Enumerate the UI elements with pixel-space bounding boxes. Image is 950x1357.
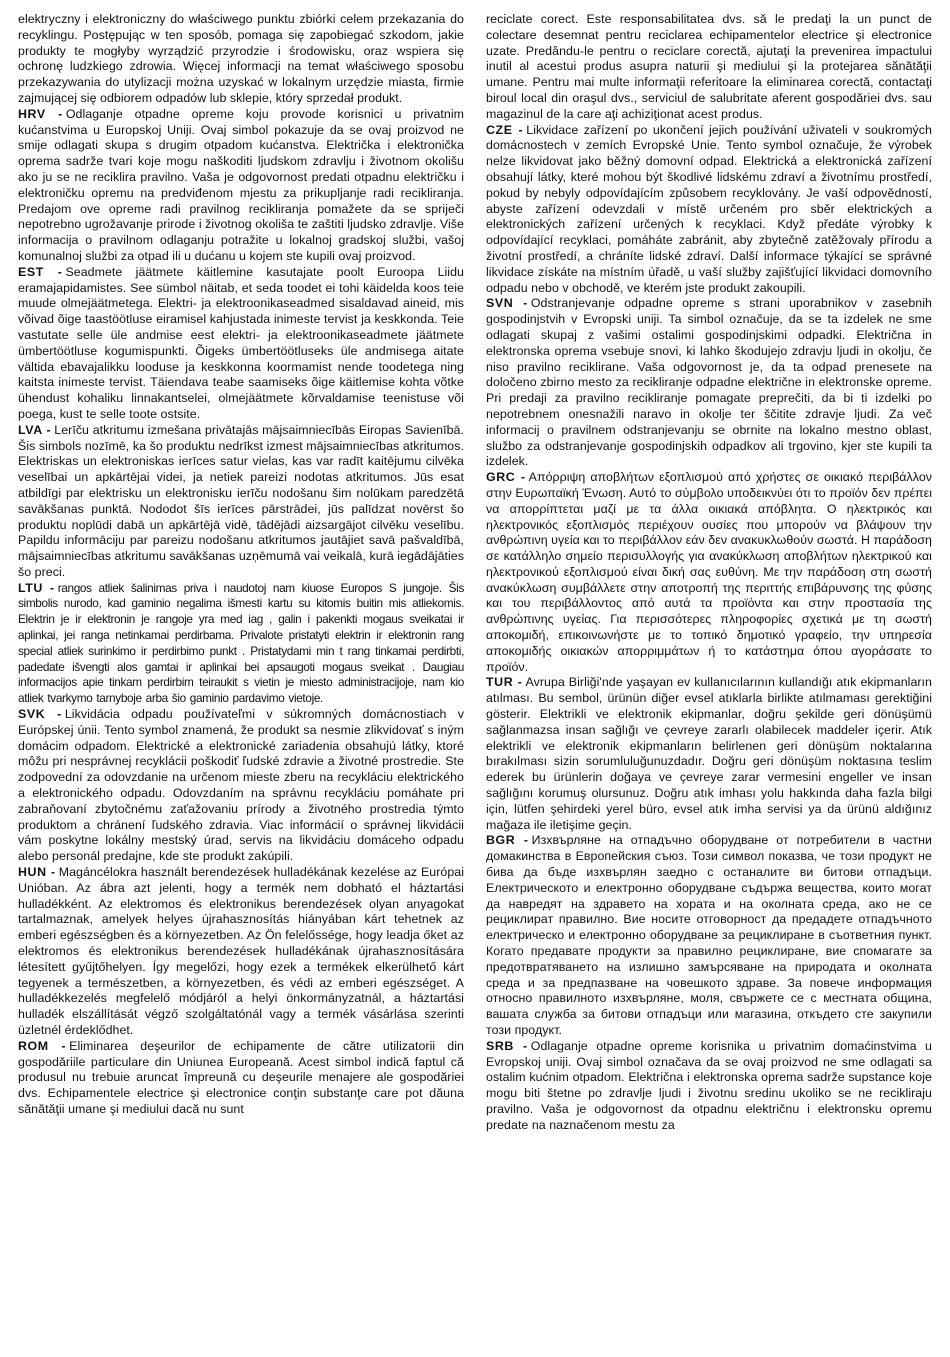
- language-code: HUN -: [18, 865, 56, 880]
- language-code: SRB -: [486, 1038, 528, 1053]
- language-code: GRC -: [486, 470, 526, 485]
- paragraph-text: Изхвърляне на отпадъчно оборудване от потребители в частни домакинства в Европейския съюз. Този символ показва, че този продукт не бива да бъде изхвърлян заедно с останалите ви битови отпадъци. Електрическото и електронно оборудване съдържа вещества, които могат да навредят на здравето на хората и на околната среда, ако не се рециклират правилно. Вие носите отговорност да предадете отпадъчното електрическо и електронно оборудване за рециклиране в съответния пункт. Когато предавате продукти за правилно рециклиране, вие спомагате за предотвратяването на излишно замърсяване на природата и околната среда и за предпазване на човешкото здраве. За повече информация относно правилното изхвърляне, моля, свържете се с местната община, вашата служба за битови отпадъци или магазина, откъдето сте закупили този продукт.: [486, 833, 932, 1037]
- language-code: EST -: [18, 264, 63, 279]
- language-paragraph: [486, 833, 932, 1038]
- language-code: LTU -: [18, 580, 55, 595]
- paragraph-text: Eliminarea deşeurilor de echipamente de către utilizatorii din gospodăriile particulare din Uniunea Europeană. Acest simbol indică faptul că produsul nu trebuie aruncat împreună cu deşeurile menajere ale gospodăriei dvs. Echipamentele electrice şi electronice conţin substanţe care pot dăuna sănătăţii umane şi mediului dacă nu sunt: [18, 1038, 464, 1116]
- language-paragraph: [18, 707, 464, 865]
- paragraph-text: Odlaganje otpadne opreme korisnika u privatnim domaćinstvima u Evropskoj uniji. Ovaj simbol označava da se ovaj proizvod ne sme odlagati sa ostalim kućnim otpadom. Električna i elektronska oprema sadrže supstance koje mogu biti štetne po zdravlje ljudi i životnu sredinu ukoliko se ne recikliraju pravilno. Vaša je odgovornost da otpadnu električnu i elektronsku opremu predate na naznačenom mestu za: [486, 1038, 933, 1132]
- language-code: SVN -: [486, 296, 528, 311]
- language-code: ROM -: [18, 1038, 67, 1053]
- paragraph-text: Odlaganje otpadne opreme koju provode korisnici u privatnim kućanstvima u Europskoj Uniji. Ovaj simbol pokazuje da se ovaj proizvod ne smije odlagati skupa s drugim otpadom kućanstva. Električka i elektronička oprema sadrže tvari koje mogu naškoditi ljudskom zdravlju i životnom okolišu ako ju se ne reciklira pravilno. Vaša je odgovornost predati otpadnu električku i elektroničku opremu na predviđenom mjestu za prikupljanje radi recikliranja. Predajom ove opreme radi pravilnog recikliranja pomažete da se spriječi nepotrebno ugrožavanje prirode i životnog okoliša te zaštiti ljudsko zdravlje. Više informacija o pravilnom odlaganju potražite u lokalnoj gradskoj službi, vašoj komunalnoj službi za otpad ili u dućanu u kojem ste kupili ovaj proizvod.: [18, 106, 464, 263]
- paragraph-text: Avrupa Birliği'nde yaşayan ev kullanıcılarının kullandığı atık ekipmanların atılması. Bu sembol, ürünün diğer evsel atıklarla birlikte atılmaması gerektiğini gösterir. Elektrikli ve elektronik ekipmanlar, doğru şekilde geri dönüşümü sağlanmazsa insan sağlığı ve çevreye zararlı olabilecek maddeler içerir. Atık elektrikli ve elektronik ekipmanların belirlenen geri dönüşüm noktalarına bırakılması sizin sorumluluğunuzdadır. Doğru geri dönüşüm noktasına teslim ederek bu ürünlerin doğaya ve çevreye zarar vermesini engeller ve insan sağlığını korumuş olursunuz. Doğru atık imhası yolu hakkında daha fazla bilgi için, lütfen şehirdeki yerel büro, evsel atık imha servisi ya da ürünü aldığınız mağaza ile iletişime geçin.: [486, 675, 932, 832]
- language-paragraph: [18, 12, 464, 107]
- paragraph-text: Odstranjevanje odpadne opreme s strani uporabnikov v zasebnih gospodinjstvih v Evropski uniji. Ta simbol označuje, da se ta izdelek ne sme odlagati skupaj z vašimi ostalimi gospodinjskimi odpadki. Električna in elektronska oprema vsebuje snovi, ki lahko škodujejo zdravju ljudi in okolju, če niso pravilno reciklirane. Vaša odgovornost je, da ta odpad prenesete na določeno zbirno mesto za recikliranje odpadne električne in elektronske opreme. Pri predaji za pravilno recikliranje pomagate preprečiti, da bi ti izdelki po nepotrebnem onesnažili naravo in okolje ter ščitite zdravje ljudi. Za več informacij o pravilnem odstranjevanju se obrnite na lokalno mestno oblast, službo za odstranjevanje gospodinjskih odpadkov ali trgovino, kjer ste kupili ta izdelek.: [486, 296, 932, 469]
- language-paragraph: [486, 470, 932, 675]
- language-paragraph: [18, 581, 464, 707]
- paragraph-text: reciclate corect. Este responsabilitatea dvs. să le predaţi la un punct de colectare desemnat pentru reciclarea echipamentelor electrice şi electronice uzate. Predându-le pentru o reciclare corectă, ajutaţi la prevenirea impactului inutil al acestui produs asupra naturii şi mediului şi la protejarea sănătăţii umane. Pentru mai multe informaţii referitoare la eliminarea corectă, contactaţi biroul local din oraşul dvs., serviciul de salubritate aferent gospodăriei dvs. sau magazinul de la care aţi achiziţionat acest produs.: [486, 12, 932, 121]
- paragraph-text: Likvidácia odpadu používateľmi v súkromných domácnostiach v Európskej únii. Tento symbol znamená, že produkt sa nesmie zlikvidovať s iným domácim odpadom. Elektrické a elektronické zariadenia obsahujú látky, ktoré môžu pri nesprávnej recyklácii poškodiť ľudské zdravie a životné prostredie. Ste zodpovední za odovzdanie na určenom mieste zberu na recykláciu elektrického a elektronického odpadu. Odovzdaním na správnu recykláciu pomáhate pri zabraňovaní zbytočnému zaťažovaniu prírody a životného prostredia týmto produktom a chránení ľudského zdravia. Viac informácií o správnej likvidácii vám poskytne lokálny mestský úrad, servis na likvidáciu domáceho odpadu alebo personál predajne, kde ste produkt zakúpili.: [18, 707, 464, 864]
- language-paragraph: [486, 1039, 932, 1134]
- paragraph-text: Likvidace zařízení po ukončení jejich používání uživateli v soukromých domácnostech v zemích Evropské Unie. Tento symbol označuje, že výrobek nelze likvidovat jako běžný domovní odpad. Elektrická a elektronická zařízení obsahují látky, které mohou být škodlivé lidskému zdraví a životnímu prostředí, pokud by nebyly odpovídajícím způsobem recyklovány. Je vaší odpovědností, abyste zařízení odevzdali v místě určeném pro sběr elektrických a elektronických zařízení určených k recyklaci. Když předáte výrobky k odpovídající recyklaci, pomáháte zabránit, aby zbytečně zatěžovaly přírodu a životní prostředí, a chráníte lidské zdraví. Další informace týkající se správné likvidace získáte na místním úřadě, u vaší služby zajišťující likvidaci domovního odpadu nebo v obchodě, ve kterém jste produkt zakoupili.: [486, 122, 932, 295]
- language-paragraph: [486, 296, 932, 470]
- right-column: [486, 12, 932, 1357]
- language-paragraph: [18, 423, 464, 581]
- paragraph-text: Απόρριψη αποβλήτων εξοπλισμού από χρήστες σε οικιακό περιβάλλον στην Ευρωπαϊκή Ένωση. Αυτό το σύμβολο υποδεικνύει ότι το προϊόν δεν πρέπει να απορρίπτεται μαζί με τα άλλα οικιακά απόβλητα. Ο ηλεκτρικός και ηλεκτρονικός εξοπλισμός περιέχουν ουσίες που μπορούν να βλάψουν την ανθρώπινη υγεία και το περιβάλλον εάν δεν ανακυκλωθούν σωστά. Η παράδοση σε κατάλληλο σημείο περισυλλογής για ανακύκλωση αποβλήτων ηλεκτρικού και ηλεκτρονικού εξοπλισμού είναι δική σας ευθύνη. Με την παράδοση στη σωστή ανακύκλωση συμβάλλετε στην αποτροπή της περιττής επιβάρυνσης της φύσης και του περιβάλλοντος από αυτά τα προϊόντα και στην προστασία της ανθρώπινης υγείας. Για περισσότερες πληροφορίες σχετικά με τη σωστή αποκομιδή, επικοινωνήστε με το τοπικό δημοτικό γραφείο, την υπηρεσία αποκομιδής οικιακών απορριμμάτων ή το κατάστημα όπου αγοράσατε το προϊόν.: [486, 470, 933, 674]
- language-paragraph: [18, 1039, 464, 1118]
- language-code: CZE -: [486, 122, 524, 137]
- paragraph-text: elektryczny i elektroniczny do właściwego punktu zbiórki celem przekazania do recyklingu. Postępując w ten sposób, pomaga się zapobiegać szkodom, jakie produkty te mogłyby wyrządzić przyrodzie i środowisku, oraz wspiera się ochronę ludzkiego zdrowia. Więcej informacji na temat właściwego sposobu przekazywania do utylizacji można uzyskać w lokalnym urzędzie miasta, firmie zajmującej się odbiorem odpadów lub sklepie, który sprzedał produkt.: [18, 12, 464, 105]
- language-paragraph: [18, 107, 464, 265]
- language-code: HRV -: [18, 106, 63, 121]
- left-column: [18, 12, 464, 1357]
- language-paragraph: [18, 265, 464, 423]
- language-paragraph: [486, 123, 932, 297]
- paragraph-text: rangos atliek šalinimas priva i naudotoj nam kiuose Europos S jungoje. Šis simbolis nurodo, kad gaminio negalima išmesti kartu su kitomis buitin mis atliekomis. Elektrin je ir elektronin je rangoje yra med iag , galin i pakenkti mogaus sveikatai ir aplinkai, jei ranga netinkamai perdirbama. Privalote pristatyti elektrin ir elektronin rang special atliek surinkimo ir perdirbimo punkt . Pristatydami min t rang tinkamai perdirbti, padedate išvengti alos gamtai ir aplinkai bei apsaugoti mogaus sveikat . Daugiau informacijos apie tinkam perdirbim teiraukit s vietin je miesto administracijoje, nam kio atliek tvarkymo tarnyboje arba šio gaminio pardavimo vietoje.: [18, 580, 464, 706]
- paragraph-text: Lerīču atkritumu izmešana privātajās mājsaimniecībās Eiropas Savienībā. Šis simbols nozīmē, ka šo produktu nedrīkst izmest mājsaimniecības atkritumos. Elektriskas un elektroniskas ierīces satur vielas, kas var radīt kaitējumu cilvēka veselībai un apkārtējai videi, ja netiek pareizi nodotas atkritumos. Jūs esat atbildīgi par elektrisku un elektronisku ierīču nodošanu šim nolūkam paredzētā savākšanas punktā. Nododot šīs ierīces pārstrādei, jūs palīdzat novērst šo produktu noplūdi dabā un apkārtējā vidē, tādējādi aizsargājot cilvēku veselību. Papildu informāciju par pareizu nodošanu atkritumos jautājiet savā pašvaldībā, mājsaimniecības atkritumu savākšanas uzņēmumā vai veikalā, kurā iegādājāties šo preci.: [18, 422, 464, 579]
- paragraph-text: Magáncélokra használt berendezések hulladékának kezelése az Európai Unióban. Az ábra azt jelenti, hogy a termék nem dobható el háztartási hulladékként. Az elektromos és elektronikus berendezések olyan anyagokat tartalmaznak, amelyek helyes újrahasznosítás hiányában kárt tehetnek az emberi egészségben és a környezetben. Az Ön felelőssége, hogy leadja őket az elektromos és elektronikus berendezések hulladékának újrahasznosítására létesített gyűjtőhelyen. Így megelőzi, hogy ezek a termékek elkerülhető kárt tegyenek a természetben, a környezetben, és védi az emberi egészséget. A hulladékkezelés megfelelő módjáról a helyi önkormányzatnál, a háztartási hulladék elszállítását végző szolgáltatónál vagy a termék vásárlása szerinti üzletnél érdeklődhet.: [18, 865, 465, 1037]
- language-code: SVK -: [18, 707, 62, 722]
- language-code: LVA -: [18, 422, 52, 437]
- language-code: BGR -: [486, 833, 529, 848]
- language-paragraph: [486, 12, 932, 123]
- language-code: TUR -: [486, 675, 523, 690]
- language-paragraph: [486, 675, 932, 833]
- language-paragraph: [18, 865, 464, 1039]
- paragraph-text: Seadmete jäätmete käitlemine kasutajate poolt Euroopa Liidu eramajapidamistes. See sümbol näitab, et seda toodet ei tohi käidelda koos teie muude olmejäätmetega. Elektri- ja elektroonikaseadmed sisaldavad aineid, mis võivad õige taastöötluse eiramisel kahjustada inimeste tervist ja keskkonda. Teie vastutate selle üle andmise eest elektri- ja elektroonikaseadmete jäätmete ümbertöötluse kogumispunkti. Õigeks ümbertöötluseks üle andmisega aitate vältida ebavajalikku looduse ja keskkonna koormamist nende toodetega ning kaitsta inimeste tervist. Täiendava teabe saamiseks õige käitlemise kohta võtke ühendust kohaliku linnakantselei, olmejäätmete kõrvaldamise teenistuse või poega, kust te selle toote ostsite.: [18, 264, 464, 421]
